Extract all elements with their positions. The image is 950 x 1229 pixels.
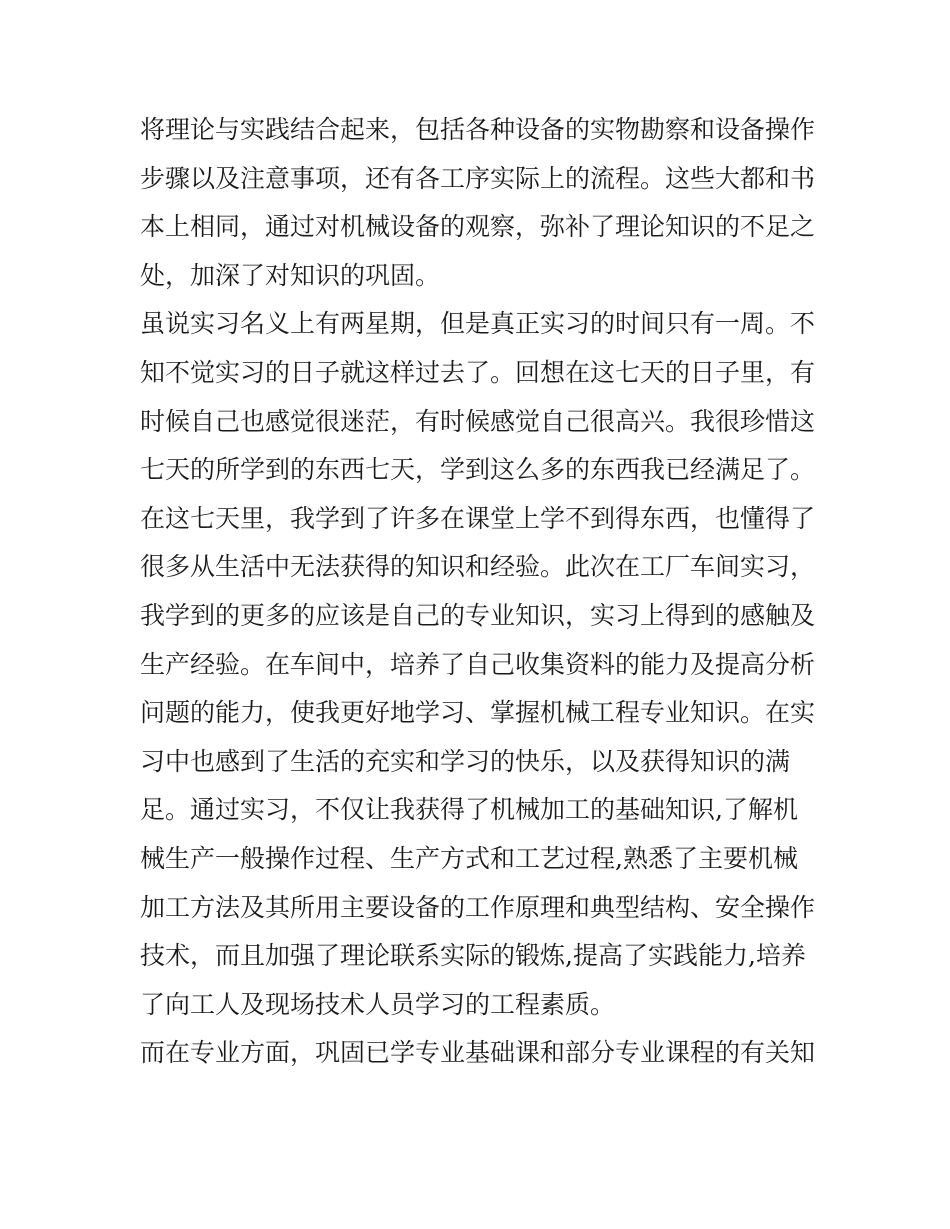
text-line: 步骤以及注意事项，还有各工序实际上的流程。这些大都和书	[140, 163, 816, 193]
text-line: 了向工人及现场技术人员学习的工程素质。	[140, 989, 616, 1019]
text-line: 时候自己也感觉很迷茫，有时候感觉自己很高兴。我很珍惜这	[140, 406, 816, 436]
text-line: 足。通过实习，不仅让我获得了机械加工的基础知识,了解机	[140, 795, 798, 825]
text-line: 习中也感到了生活的充实和学习的快乐，以及获得知识的满	[140, 746, 791, 776]
text-line: 生产经验。在车间中，培养了自己收集资料的能力及提高分析	[140, 649, 816, 679]
text-line: 而在专业方面，巩固已学专业基础课和部分专业课程的有关知	[140, 1038, 816, 1068]
text-line: 技术，而且加强了理论联系实际的锻炼,提高了实践能力,培养	[140, 941, 806, 971]
text-line: 在这七天里，我学到了许多在课堂上学不到得东西，也懂得了	[140, 503, 816, 533]
text-line: 问题的能力，使我更好地学习、掌握机械工程专业知识。在实	[140, 698, 816, 728]
text-line: 处，加深了对知识的巩固。	[140, 260, 441, 290]
text-line: 本上相同，通过对机械设备的观察，弥补了理论知识的不足之	[140, 212, 816, 242]
text-line: 将理论与实践结合起来，包括各种设备的实物勘察和设备操作	[140, 115, 816, 144]
text-line: 七天的所学到的东西七天，学到这么多的东西我已经满足了。	[140, 455, 816, 485]
text-line: 械生产一般操作过程、生产方式和工艺过程,熟悉了主要机械	[140, 843, 798, 873]
text-line: 很多从生活中无法获得的知识和经验。此次在工厂车间实习，	[140, 552, 816, 582]
text-line: 加工方法及其所用主要设备的工作原理和典型结构、安全操作	[140, 892, 816, 922]
text-line: 知不觉实习的日子就这样过去了。回想在这七天的日子里，有	[140, 357, 816, 387]
text-line: 我学到的更多的应该是自己的专业知识，实习上得到的感触及	[140, 600, 816, 630]
text-line: 虽说实习名义上有两星期，但是真正实习的时间只有一周。不	[140, 309, 816, 339]
body-text	[140, 106, 820, 1078]
